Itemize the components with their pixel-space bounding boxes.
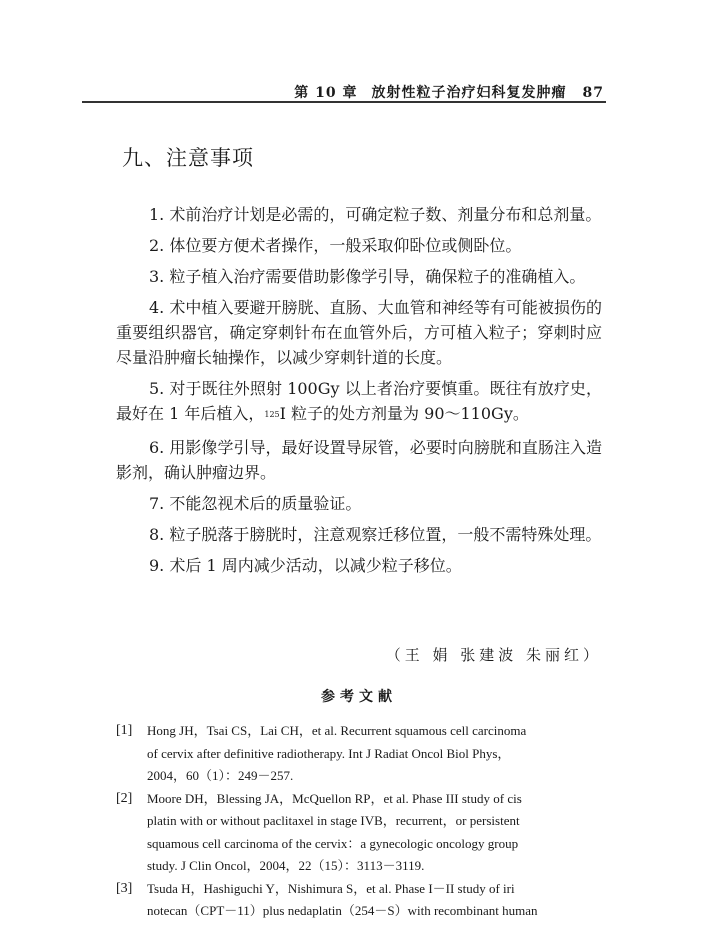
isotope-superscript: 125 xyxy=(264,410,280,419)
references-heading: 参考文献 xyxy=(321,689,397,705)
reference-line: study. J Clin Oncol，2004，22（15）：3113－3119. xyxy=(147,858,425,873)
page-number: 87 xyxy=(582,85,604,101)
references-list xyxy=(116,720,608,923)
reference-line: Hong JH，Tsai CS，Lai CH，et al. Recurrent squamous cell carcinoma xyxy=(147,723,527,738)
reference-item xyxy=(116,878,608,923)
precautions-list xyxy=(116,202,602,584)
reference-line: Moore DH，Blessing JA，McQuellon RP，et al. Phase III study of cis xyxy=(147,790,522,806)
list-item: 7. 不能忽视术后的质量验证。 xyxy=(149,494,362,513)
reference-number: [1] xyxy=(116,723,133,738)
reference-line: Tsuda H，Hashiguchi Y，Nishimura S，et al. Phase I－II study of iri xyxy=(147,880,515,896)
list-item: 6. 用影像学引导，最好设置导尿管，必要时向膀胱和直肠注入造影剂，确认肿瘤边界。 xyxy=(116,438,602,482)
chapter-number: 第 10 章 xyxy=(294,85,358,101)
reference-line: 2004，60（1）：249－257. xyxy=(147,768,294,783)
reference-item xyxy=(116,788,608,878)
reference-number: [3] xyxy=(116,880,133,896)
reference-line: squamous cell carcinoma of the cervix：a gynecologic oncology group xyxy=(147,835,519,851)
reference-line: platin with or without paclitaxel in stage IVB，recurrent，or persistent xyxy=(147,813,520,828)
reference-line: notecan（CPT－11）plus nedaplatin（254－S）with recombinant human xyxy=(147,903,538,918)
item-text-after: I 粒子的处方剂量为 90～110Gy。 xyxy=(279,404,529,423)
list-item: 8. 粒子脱落于膀胱时，注意观察迁移位置，一般不需特殊处理。 xyxy=(149,525,602,544)
list-item: 3. 粒子植入治疗需要借助影像学引导，确保粒子的准确植入。 xyxy=(149,267,586,286)
list-item: 4. 术中植入要避开膀胱、直肠、大血管和神经等有可能被损伤的重要组织器官，确定穿刺针布在血管外后，方可植入粒子；穿刺时应尽量沿肿瘤长轴操作，以减少穿刺针道的长度。 xyxy=(116,298,602,367)
list-item xyxy=(116,376,602,429)
section-heading: 九、注意事项 xyxy=(122,146,254,170)
list-item: 9. 术后 1 周内减少活动，以减少粒子移位。 xyxy=(149,556,462,575)
list-item: 1. 术前治疗计划是必需的，可确定粒子数、剂量分布和总剂量。 xyxy=(149,205,602,224)
reference-line: of cervix after definitive radiotherapy. Int J Radiat Oncol Biol Phys， xyxy=(147,745,511,761)
list-item: 2. 体位要方便术者操作，一般采取仰卧位或侧卧位。 xyxy=(149,236,522,255)
header-rule xyxy=(82,101,606,103)
reference-item xyxy=(116,720,608,788)
item-text-before: 5. 对于既往外照射 100Gy 以上者治疗要慎重。既往有放疗史，最好在 1 年后植入， xyxy=(116,379,602,423)
running-header xyxy=(82,82,604,102)
authors: （王 娟 张建波 朱丽红） xyxy=(385,646,602,664)
chapter-title: 放射性粒子治疗妇科复发肿瘤 xyxy=(371,85,567,101)
reference-number: [2] xyxy=(116,790,133,806)
